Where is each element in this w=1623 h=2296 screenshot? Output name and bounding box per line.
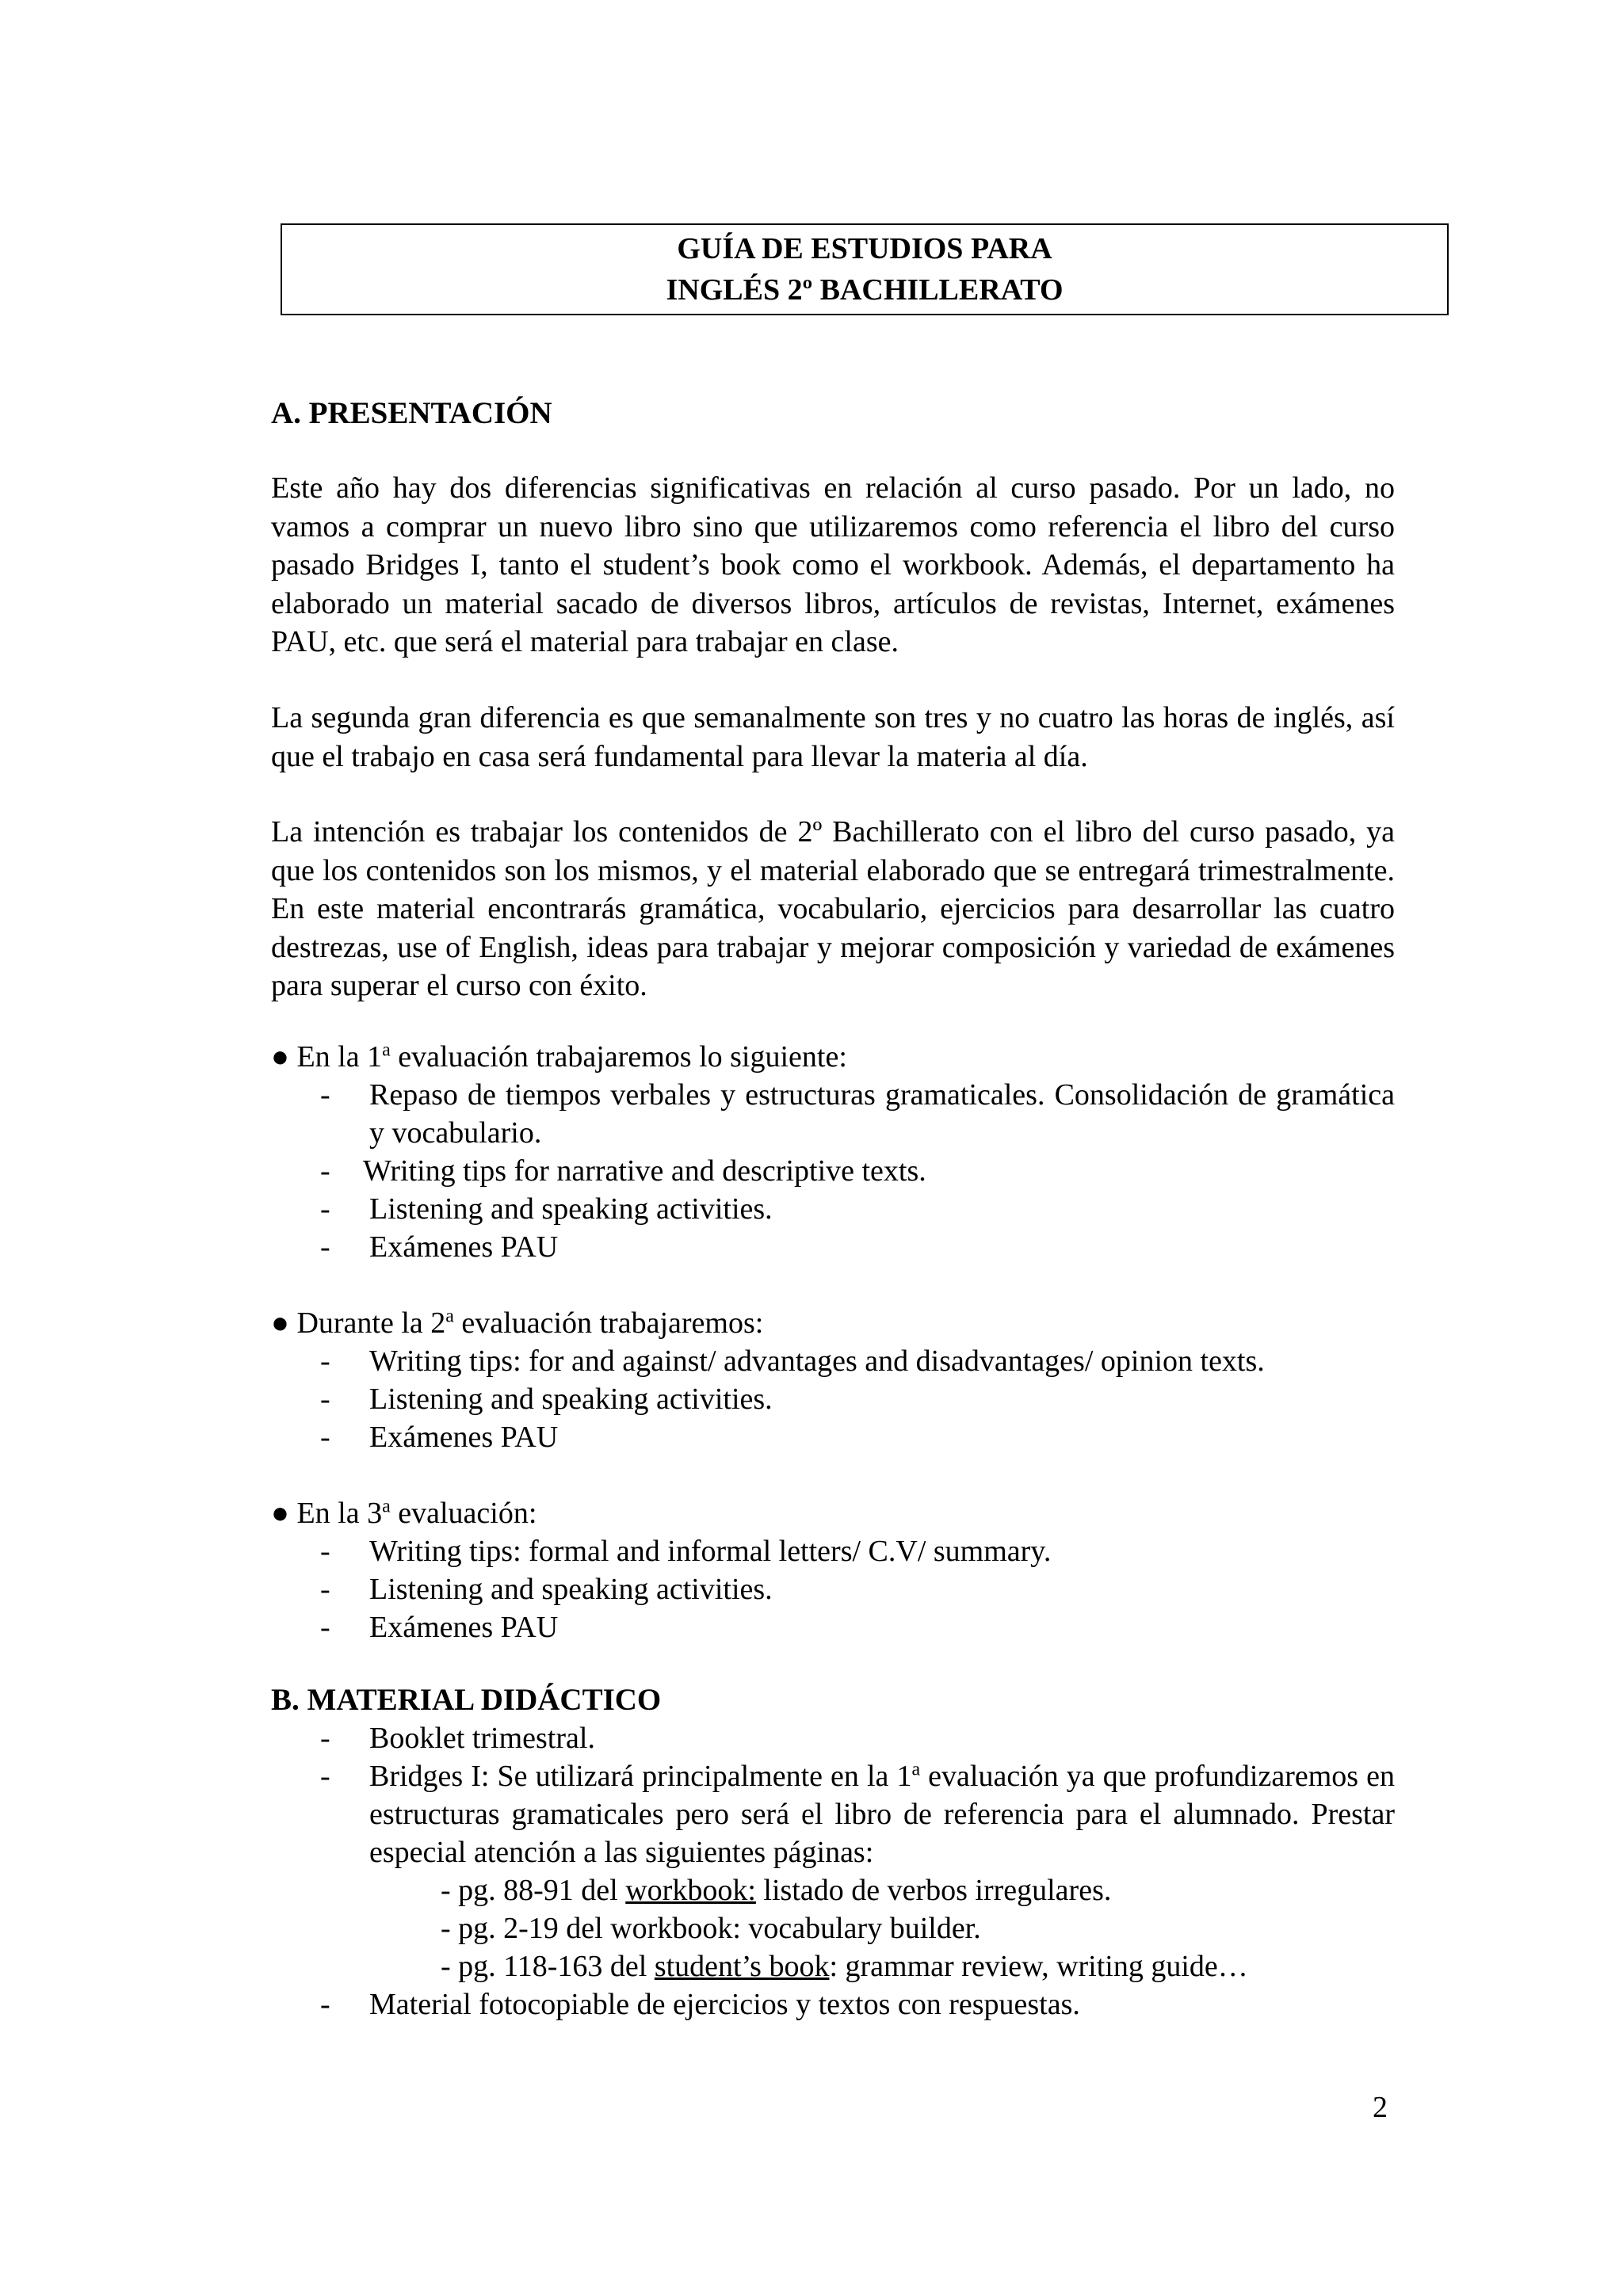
- section-a-heading: A. PRESENTACIÓN: [271, 396, 552, 430]
- dash-marker: -: [320, 1760, 330, 1793]
- dash-marker: -: [320, 1611, 330, 1644]
- title-line-1: GUÍA DE ESTUDIOS PARA: [677, 232, 1052, 265]
- list-item: Writing tips: for and against/ advantages and disadvantages/ opinion texts.: [369, 1344, 1265, 1378]
- sub-item-students-book: - pg. 118-163 del student’s book: grammar review, writing guide…: [441, 1950, 1248, 1983]
- section-b-heading: B. MATERIAL DIDÁCTICO: [271, 1683, 662, 1717]
- dash-marker: -: [320, 1154, 330, 1188]
- workbook-link: workbook:: [625, 1874, 756, 1907]
- list-item-bridges: Bridges I: Se utilizará principalmente en la 1$^a$ evaluación ya que profundizaremos en estructuras gramaticales pero será el libro de referencia para el alumnado. Prestar especial atención a las siguientes páginas:: [369, 1759, 1395, 1869]
- sub-item-vocabulary: - pg. 2-19 del workbook: vocabulary builder.: [441, 1912, 981, 1945]
- list-item: Writing tips: formal and informal letters/ C.V/ summary.: [369, 1535, 1052, 1568]
- dash-marker: -: [320, 1421, 330, 1454]
- list-item: Writing tips for narrative and descriptive texts.: [363, 1154, 926, 1188]
- dash-marker: -: [320, 1192, 330, 1226]
- dash-marker: -: [320, 1344, 330, 1378]
- dash-marker: -: [320, 1573, 330, 1606]
- list-item: Repaso de tiempos verbales y estructuras gramaticales. Consolidación de gramática y vocabulario.: [369, 1078, 1395, 1150]
- title-line-2: INGLÉS 2º BACHILLERATO: [666, 273, 1064, 307]
- paragraph-1: Este año hay dos diferencias significativas en relación al curso pasado. Por un lado, no vamos a comprar un nuevo libro sino que utilizaremos como referencia el libro del curso pasado Bridges I, tanto el student’s book como el workbook. Además, el departamento ha elaborado un material sacado de diversos libros, artículos de revistas, Internet, exámenes PAU, etc. que será el material para trabajar en clase.: [271, 471, 1395, 658]
- students-book-link: student’s book: [654, 1950, 830, 1983]
- dash-marker: -: [320, 1535, 330, 1568]
- eval-2-header: ● Durante la 2$^a$ evaluación trabajaremos:: [271, 1306, 764, 1340]
- list-item: Listening and speaking activities.: [369, 1383, 773, 1416]
- paragraph-2: La segunda gran diferencia es que semanalmente son tres y no cuatro las horas de inglés, así que el trabajo en casa será fundamental para llevar la materia al día.: [271, 701, 1395, 773]
- list-item: Listening and speaking activities.: [369, 1192, 773, 1226]
- dash-marker: -: [320, 1383, 330, 1416]
- sub-item-workbook: - pg. 88-91 del workbook: listado de verbos irregulares.: [441, 1874, 1112, 1907]
- bullet-icon: ●: [271, 1040, 289, 1074]
- list-item: Exámenes PAU: [369, 1611, 559, 1644]
- list-item: Exámenes PAU: [369, 1230, 559, 1264]
- dash-marker: -: [320, 1078, 330, 1112]
- page-number: 2: [1373, 2091, 1388, 2124]
- list-item: Material fotocopiable de ejercicios y textos con respuestas.: [369, 1988, 1080, 2021]
- title-box: [281, 223, 1449, 315]
- dash-marker: -: [320, 1722, 330, 1755]
- bullet-icon: ●: [271, 1497, 289, 1530]
- eval-3-header: ● En la 3$^a$ evaluación:: [271, 1496, 537, 1530]
- dash-marker: -: [320, 1988, 330, 2021]
- paragraph-3: La intención es trabajar los contenidos de 2º Bachillerato con el libro del curso pasado, ya que los contenidos son los mismos, y el material elaborado que se entregará trimestralmente. En este material encontrarás gramática, vocabulario, ejercicios para desarrollar las cuatro destrezas, use of English, ideas para trabajar y mejorar composición y variedad de exámenes para superar el curso con éxito.: [271, 815, 1395, 1002]
- list-item: Exámenes PAU: [369, 1421, 559, 1454]
- list-item: Listening and speaking activities.: [369, 1573, 773, 1606]
- dash-marker: -: [320, 1230, 330, 1264]
- list-item: Booklet trimestral.: [369, 1722, 595, 1755]
- eval-1-header: ● En la 1$^a$ evaluación trabajaremos lo siguiente:: [271, 1039, 847, 1074]
- bullet-icon: ●: [271, 1306, 289, 1340]
